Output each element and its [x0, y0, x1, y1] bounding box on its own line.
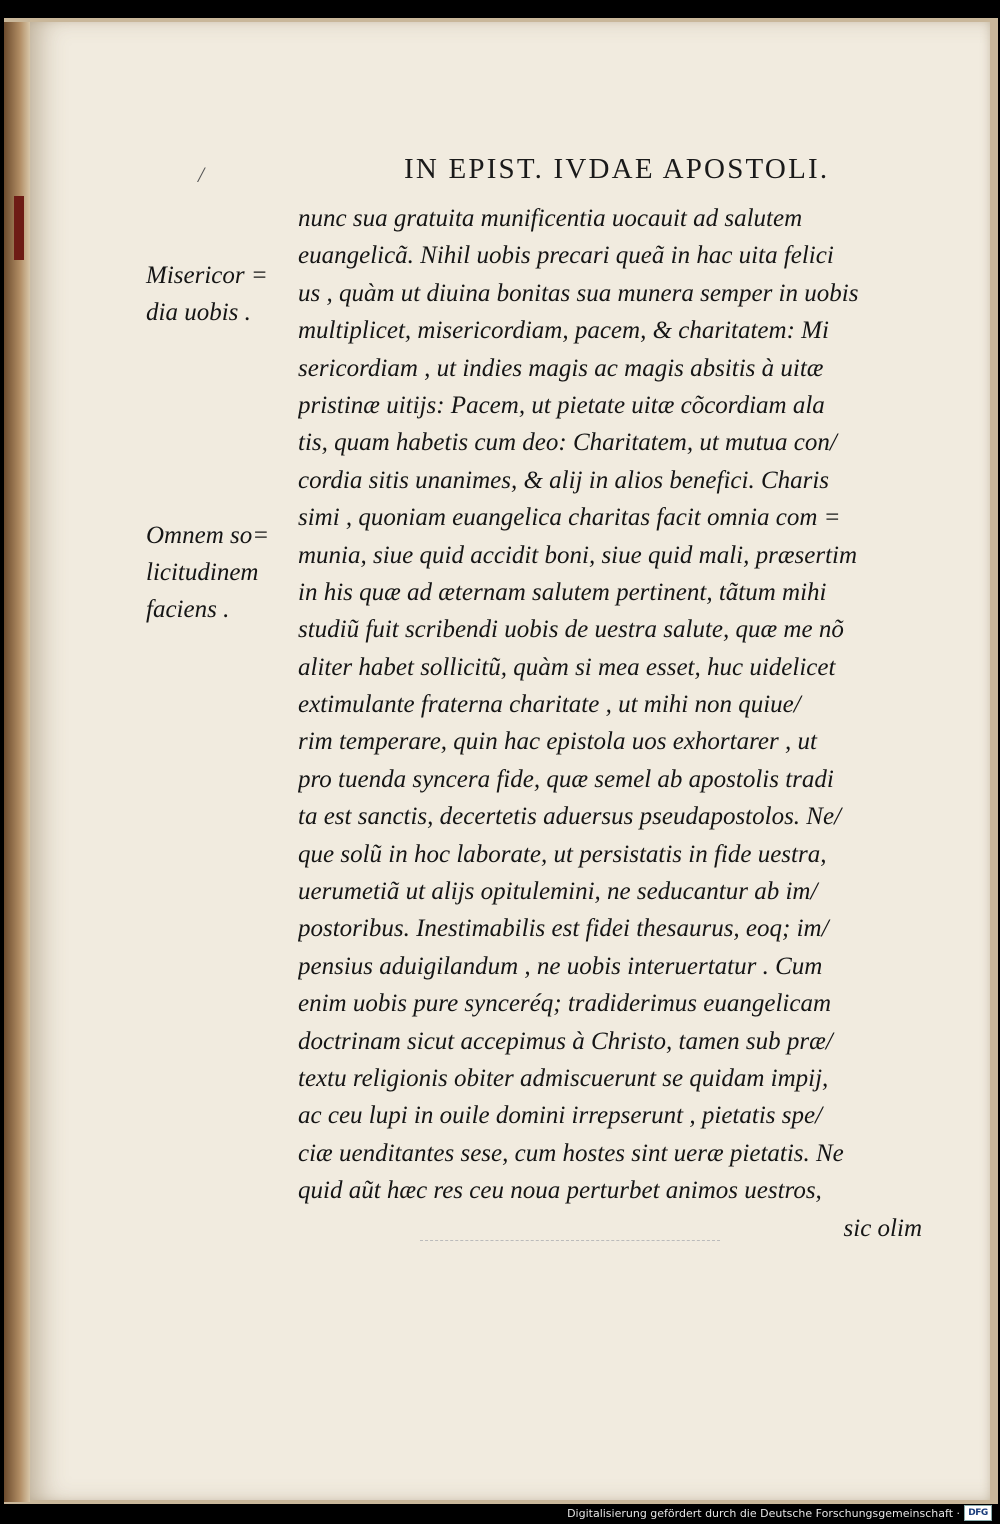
text-line: pensius aduigilandum , ne uobis interuertatur . Cum [298, 952, 823, 980]
footer [567, 1505, 992, 1521]
text-line: pro tuenda syncera fide, quæ semel ab apostolis tradi [298, 765, 834, 793]
text-line: ciæ uenditantes sese, cum hostes sint ueræ pietatis. Ne [298, 1139, 844, 1167]
text-line: ta est sanctis, decertetis aduersus pseudapostolos. Ne/ [298, 803, 842, 831]
text-line: multiplicet, misericordiam, pacem, & charitatem: Mi [298, 317, 829, 345]
text-line: nunc sua gratuita munificentia uocauit ad salutem [298, 205, 803, 232]
text-line: us , quàm ut diuina bonitas sua munera semper in uobis [298, 279, 859, 307]
margin-note-misericordia [146, 257, 296, 331]
text-line: munia, siue quid accidit boni, siue quid mali, præsertim [298, 541, 858, 569]
text-line: que solũ in hoc laborate, ut persistatis in fide uestra, [298, 840, 827, 868]
spine-ribbon [14, 196, 24, 260]
text-line: textu religionis obiter admiscuerunt se quidam impij, [298, 1064, 829, 1092]
text-line: euangelicã. Nihil uobis precari queã in hac uita felici [298, 242, 834, 270]
running-head: IN EPIST. IVDAE APOSTOLI. [404, 153, 830, 185]
margin-note-line: Omnem so= [146, 522, 270, 549]
margin-note-omnem [146, 517, 296, 628]
body-text [298, 200, 922, 1247]
text-line: rim temperare, quin hac epistola uos exhortarer , ut [298, 728, 817, 756]
text-line: postoribus. Inestimabilis est fidei thesaurus, eoq; im/ [298, 915, 829, 943]
dfg-logo-icon: DFG [964, 1505, 992, 1521]
text-line: quid aũt hæc res ceu noua perturbet animos uestros, [298, 1177, 822, 1205]
margin-note-line: dia uobis . [146, 299, 251, 326]
text-line: in his quæ ad æternam salutem pertinent, tãtum mihi [298, 578, 827, 606]
text-line: sericordiam , ut indies magis ac magis absitis à uitæ [298, 354, 824, 382]
corner-mark: / [198, 162, 205, 187]
catchword: sic olim [843, 1214, 922, 1242]
text-line: uerumetiã ut alijs opitulemini, ne seducantur ab im/ [298, 878, 818, 906]
bottom-rule [420, 1240, 720, 1242]
text-line: cordia sitis unanimes, & alij in alios benefici. Charis [298, 466, 830, 494]
margin-note-line: licitudinem [146, 559, 259, 586]
footer-text: Digitalisierung gefördert durch die Deutsche Forschungsgemeinschaft · [567, 1506, 960, 1520]
text-line: simi , quoniam euangelica charitas facit omnia com = [298, 504, 841, 532]
text-line: doctrinam sicut accepimus à Christo, tamen sub præ/ [298, 1027, 833, 1055]
text-line: aliter habet sollicitũ, quàm si mea esset, huc uidelicet [298, 653, 836, 681]
margin-note-line: Misericor = [146, 262, 268, 289]
text-line: tis, quam habetis cum deo: Charitatem, ut mutua con/ [298, 429, 837, 457]
text-line: extimulante fraterna charitate , ut mihi non quiue/ [298, 691, 801, 719]
margin-note-line: faciens . [146, 596, 230, 623]
text-line: enim uobis pure synceréq; tradiderimus euangelicam [298, 990, 831, 1018]
text-line: ac ceu lupi in ouile domini irrepserunt , pietatis spe/ [298, 1102, 823, 1130]
text-line: studiũ fuit scribendi uobis de uestra salute, quæ me nõ [298, 616, 844, 644]
text-line: pristinæ uitijs: Pacem, ut pietate uitæ cõcordiam ala [298, 391, 825, 419]
